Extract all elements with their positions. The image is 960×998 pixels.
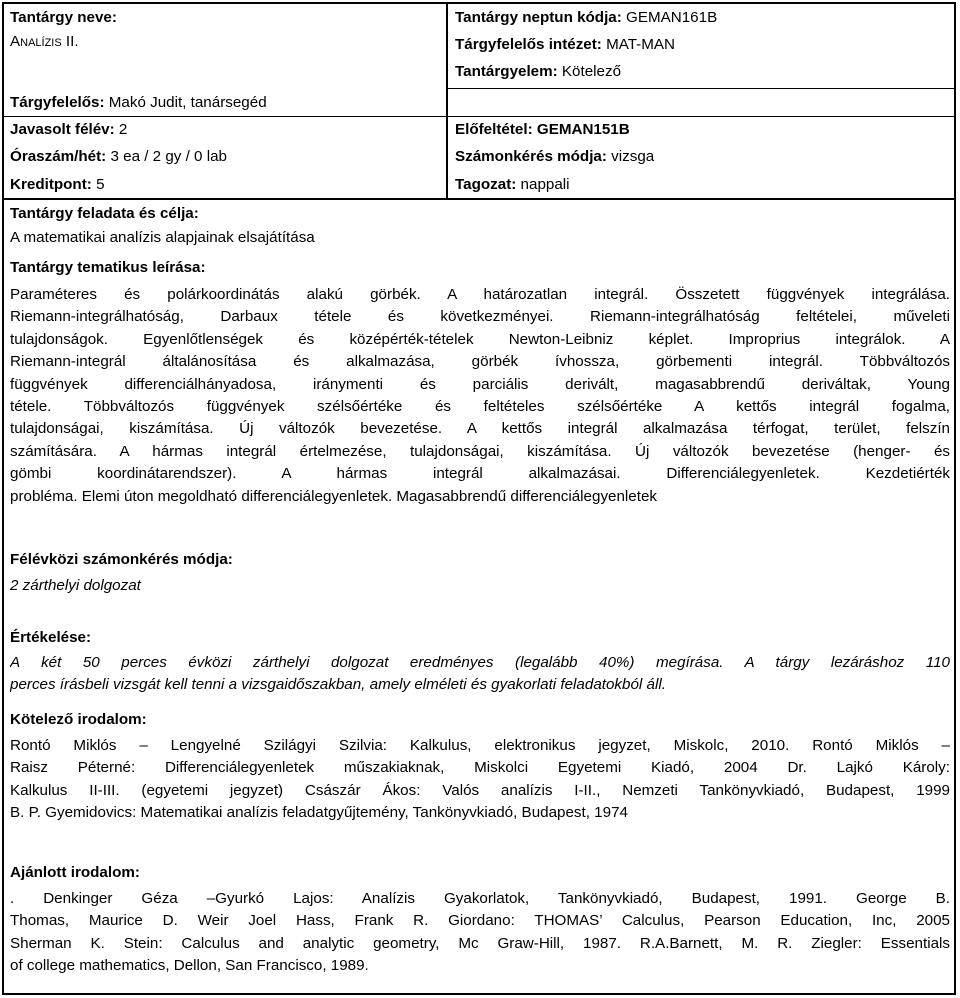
midterm-text: 2 zárthelyi dolgozat: [10, 577, 141, 594]
exam-value: vizsga: [611, 148, 655, 165]
recommended-line: . Denkinger Géza –Gyurkó Lajos: Analízis Gyakorlatok, Tankönyvkiadó, Budapest, 1991. George B.: [10, 890, 950, 907]
section-label: Tagozat:: [455, 176, 517, 193]
mandatory-heading: Kötelező irodalom:: [10, 711, 147, 728]
syllabus-text: [10, 284, 950, 508]
recommended-line: Sherman K. Stein: Calculus and analytic geometry, Mc Graw-Hill, 1987. R.A.Barnett, M. R. Ziegler: Essentials: [10, 934, 950, 952]
prereq-label: Előfeltétel:: [455, 121, 533, 138]
hours-row: [10, 148, 227, 166]
recommended-heading: Ajánlott irodalom:: [10, 864, 140, 881]
section-value: nappali: [520, 176, 570, 193]
header-row-divider: [2, 116, 956, 117]
semester-value: 2: [118, 121, 128, 138]
syllabus-line: tulajdonságok. Egyenlőtlenségek és középérték-tételek Newton-Leibniz képlet. Improprius integrálok. A: [10, 330, 950, 348]
syllabus-line: számítására. A hármas integrál értelmezése, tulajdonságai, kiszámítása. Új változók bevezetése (henger- és: [10, 442, 950, 460]
mandatory-line: Raisz Péterné: Differenciálegyenletek műszakiaknak, Miskolci Egyetemi Kiadó, 2004 Dr. Lajkó Károly:: [10, 759, 950, 777]
midterm-heading: Félévközi számonkérés módja:: [10, 551, 233, 568]
neptun-label: Tantárgy neptun kódja:: [455, 9, 622, 26]
responsible-row: [10, 94, 267, 112]
syllabus-line: Riemann-integrál általánosítása és alkalmazása, görbék ívhossza, görbementi integrál. Többváltozós: [10, 353, 950, 371]
evaluation-heading: Értékelése:: [10, 629, 92, 646]
institute-value: MAT-MAN: [606, 36, 675, 53]
responsible-label: Tárgyfelelős:: [10, 94, 105, 111]
credit-label: Kreditpont:: [10, 176, 92, 193]
semester-row: [10, 121, 127, 139]
header-bottom-divider: [2, 198, 956, 200]
credit-row: [10, 176, 105, 194]
goal-text: A matematikai analízis alapjainak elsajátítása: [10, 229, 315, 246]
evaluation-line: A két 50 perces évközi zárthelyi dolgozat eredményes (legalább 40%) megírása. A tárgy lezáráshoz 110: [10, 654, 950, 671]
hours-label: Óraszám/hét:: [10, 148, 107, 165]
recommended-line: Thomas, Maurice D. Weir Joel Hass, Frank R. Giordano: THOMAS’ Calculus, Pearson Education, Inc, 2005: [10, 912, 950, 930]
element-label: Tantárgyelem:: [455, 63, 558, 80]
syllabus-line: Paraméteres és polárkoordinátás alakú görbék. A határozatlan integrál. Összetett függvények integrálása.: [10, 286, 950, 303]
mandatory-line: Rontó Miklós – Lengyelné Szilágyi Szilvia: Kalkulus, elektronikus jegyzet, Miskolc, 2010. Rontó Miklós –: [10, 737, 950, 754]
mandatory-text: [10, 735, 950, 825]
syllabus-line: Riemann-integrálhatóság, Darbaux tétele és következményei. Riemann-integrálhatóság feltételei, műveleti: [10, 308, 950, 326]
header-right-divider: [446, 88, 956, 89]
syllabus-line: tulajdonságai, kiszámítása. Új változók bevezetése. A kettős integrál alkalmazása térfogat, terület, felszín: [10, 420, 950, 438]
semester-label: Javasolt félév:: [10, 121, 115, 138]
evaluation-text: [10, 652, 950, 697]
hours-value: 3 ea / 2 gy / 0 lab: [110, 148, 227, 165]
prereq-value: GEMAN151B: [536, 121, 630, 138]
institute-row: [455, 36, 675, 54]
mandatory-line: B. P. Gyemidovics: Matematikai analízis feladatgyűjtemény, Tankönyvkiadó, Budapest, 1974: [10, 804, 628, 822]
institute-label: Tárgyfelelős intézet:: [455, 36, 602, 53]
subject-name-label: Tantárgy neve:: [10, 9, 117, 26]
exam-row: [455, 148, 654, 166]
subject-name: Analízis II.: [10, 33, 79, 50]
responsible-value: Makó Judit, tanársegéd: [108, 94, 267, 111]
header-column-divider: [446, 2, 448, 198]
evaluation-line: perces írásbeli vizsgát kell tenni a vizsgaidőszakban, amely elméleti és gyakorlati feladatokból áll.: [10, 676, 666, 694]
neptun-value: GEMAN161B: [626, 9, 718, 26]
credit-value: 5: [96, 176, 105, 193]
syllabus-line: függvények differenciálhányadosa, iránymenti és parciális derivált, magasabbrendű deriváltak, Young: [10, 375, 950, 393]
syllabus-line: gömbi koordinátarendszer). A hármas integrál alkalmazásai. Differenciálegyenletek. Kezdetiérték: [10, 465, 950, 483]
syllabus-line: probléma. Elemi úton megoldható differenciálegyenletek. Magasabbrendű differenciálegyenletek: [10, 487, 658, 505]
syllabus-heading: Tantárgy tematikus leírása:: [10, 259, 206, 276]
element-row: [455, 63, 621, 81]
neptun-row: [455, 9, 717, 27]
prereq-row: [455, 121, 630, 139]
recommended-text: [10, 888, 950, 978]
mandatory-line: Kalkulus II-III. (egyetemi jegyzet) Császár Ákos: Valós analízis I-II., Nemzeti Tankönyvkiadó, Budapest, 1999: [10, 781, 950, 799]
recommended-line: of college mathematics, Dellon, San Francisco, 1989.: [10, 957, 369, 975]
section-row: [455, 176, 570, 194]
element-value: Kötelező: [561, 63, 622, 80]
exam-label: Számonkérés módja:: [455, 148, 607, 165]
goal-heading: Tantárgy feladata és célja:: [10, 205, 199, 222]
syllabus-line: tétele. Többváltozós függvények szélsőértéke és feltételes szélsőértéke A kettős integrál fogalma,: [10, 397, 950, 415]
